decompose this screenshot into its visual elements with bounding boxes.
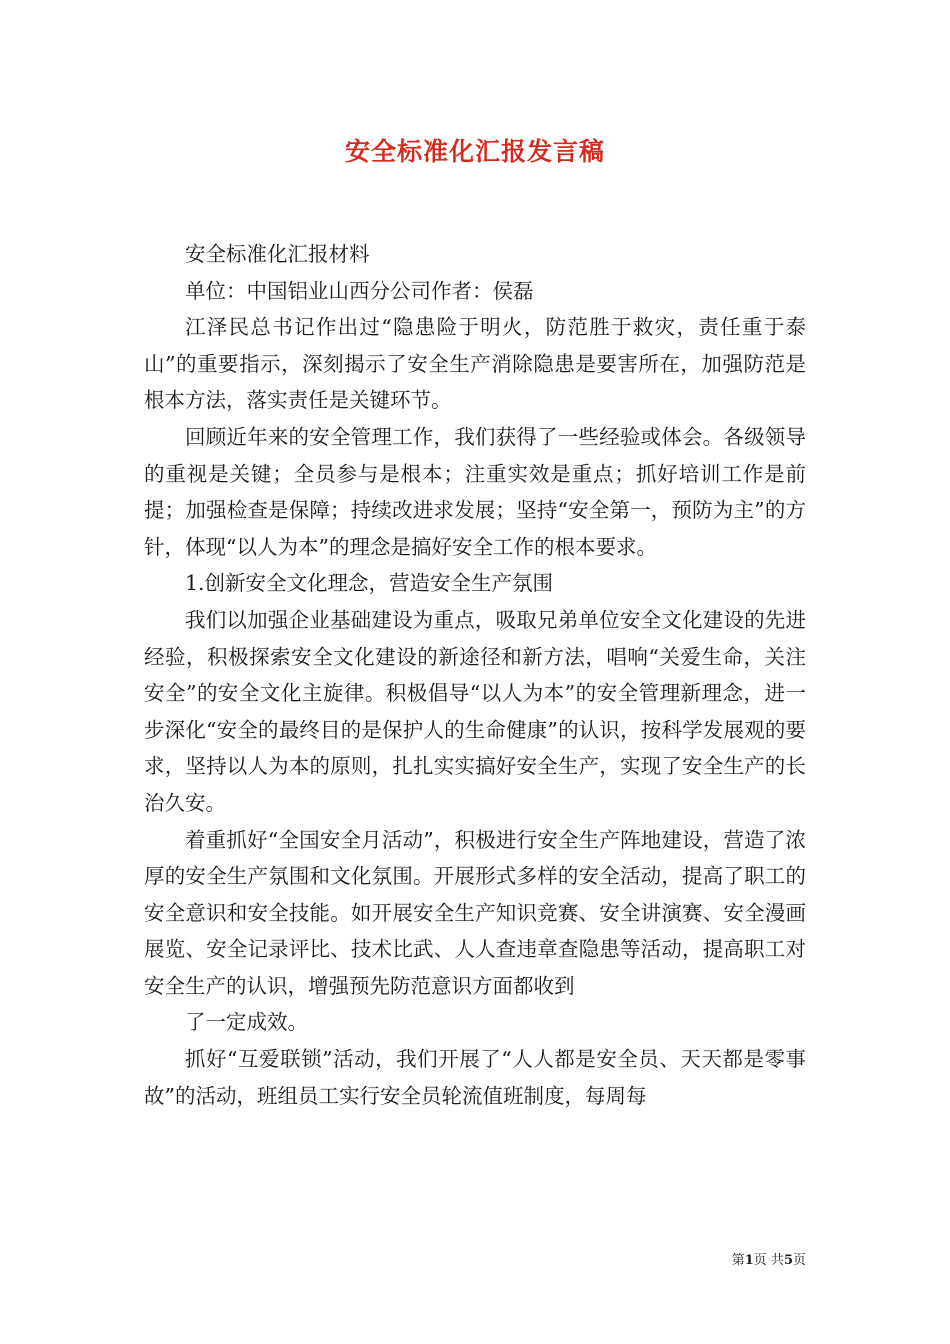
footer-middle: 页 共 xyxy=(753,1253,784,1268)
paragraph: 抓好“互爱联锁”活动，我们开展了“人人都是安全员、天天都是零事故”的活动，班组员工实行安全员轮流值班制度，每周每 xyxy=(144,1047,806,1108)
page-title: 安全标准化汇报发言稿 xyxy=(344,137,605,166)
paragraph: 我们以加强企业基础建设为重点，吸取兄弟单位安全文化建设的先进经验，积极探索安全文化建设的新途径和新方法，唱响“关爱生命，关注安全”的安全文化主旋律。积极倡导“以人为本”的安全管理新理念，进一步深化“安全的最终目的是保护人的生命健康”的认识，按科学发展观的要求，坚持以人为本的原则，扎扎实实搞好安全生产，实现了安全生产的长治久安。 xyxy=(144,607,806,815)
paragraph-subtitle: 安全标准化汇报材料 xyxy=(185,242,370,266)
section-heading: 1.创新安全文化理念，营造安全生产氛围 xyxy=(185,571,554,596)
paragraph: 了一定成效。 xyxy=(185,1010,308,1035)
paragraph: 回顾近年来的安全管理工作，我们获得了一些经验或体会。各级领导的重视是关键；全员参与是根本；注重实效是重点；抓好培训工作是前提；加强检查是保障；持续改进求发展；坚持“安全第一，预防为主”的方针，体现“以人为本”的理念是搞好安全工作的根本要求。 xyxy=(144,424,806,559)
paragraph: 江泽民总书记作出过“隐患险于明火，防范胜于救灾，责任重于泰山”的重要指示，深刻揭示了安全生产消除隐患是要害所在，加强防范是根本方法，落实责任是关键环节。 xyxy=(144,315,806,413)
footer-suffix: 页 xyxy=(792,1253,806,1268)
page-number-footer xyxy=(732,1249,806,1268)
total-pages-number: 5 xyxy=(783,1253,793,1268)
current-page-number: 1 xyxy=(744,1253,754,1268)
paragraph: 着重抓好“全国安全月活动”，积极进行安全生产阵地建设，营造了浓厚的安全生产氛围和文化氛围。开展形式多样的安全活动，提高了职工的安全意识和安全技能。如开展安全生产知识竞赛、安全讲演赛、安全漫画展览、安全记录评比、技术比武、人人查违章查隐患等活动，提高职工对安全生产的认识，增强预先防范意识方面都收到 xyxy=(144,827,806,998)
footer-prefix: 第 xyxy=(731,1253,745,1268)
document-body xyxy=(144,236,806,1114)
paragraph-unit-author: 单位：中国铝业山西分公司作者：侯磊 xyxy=(185,278,534,303)
